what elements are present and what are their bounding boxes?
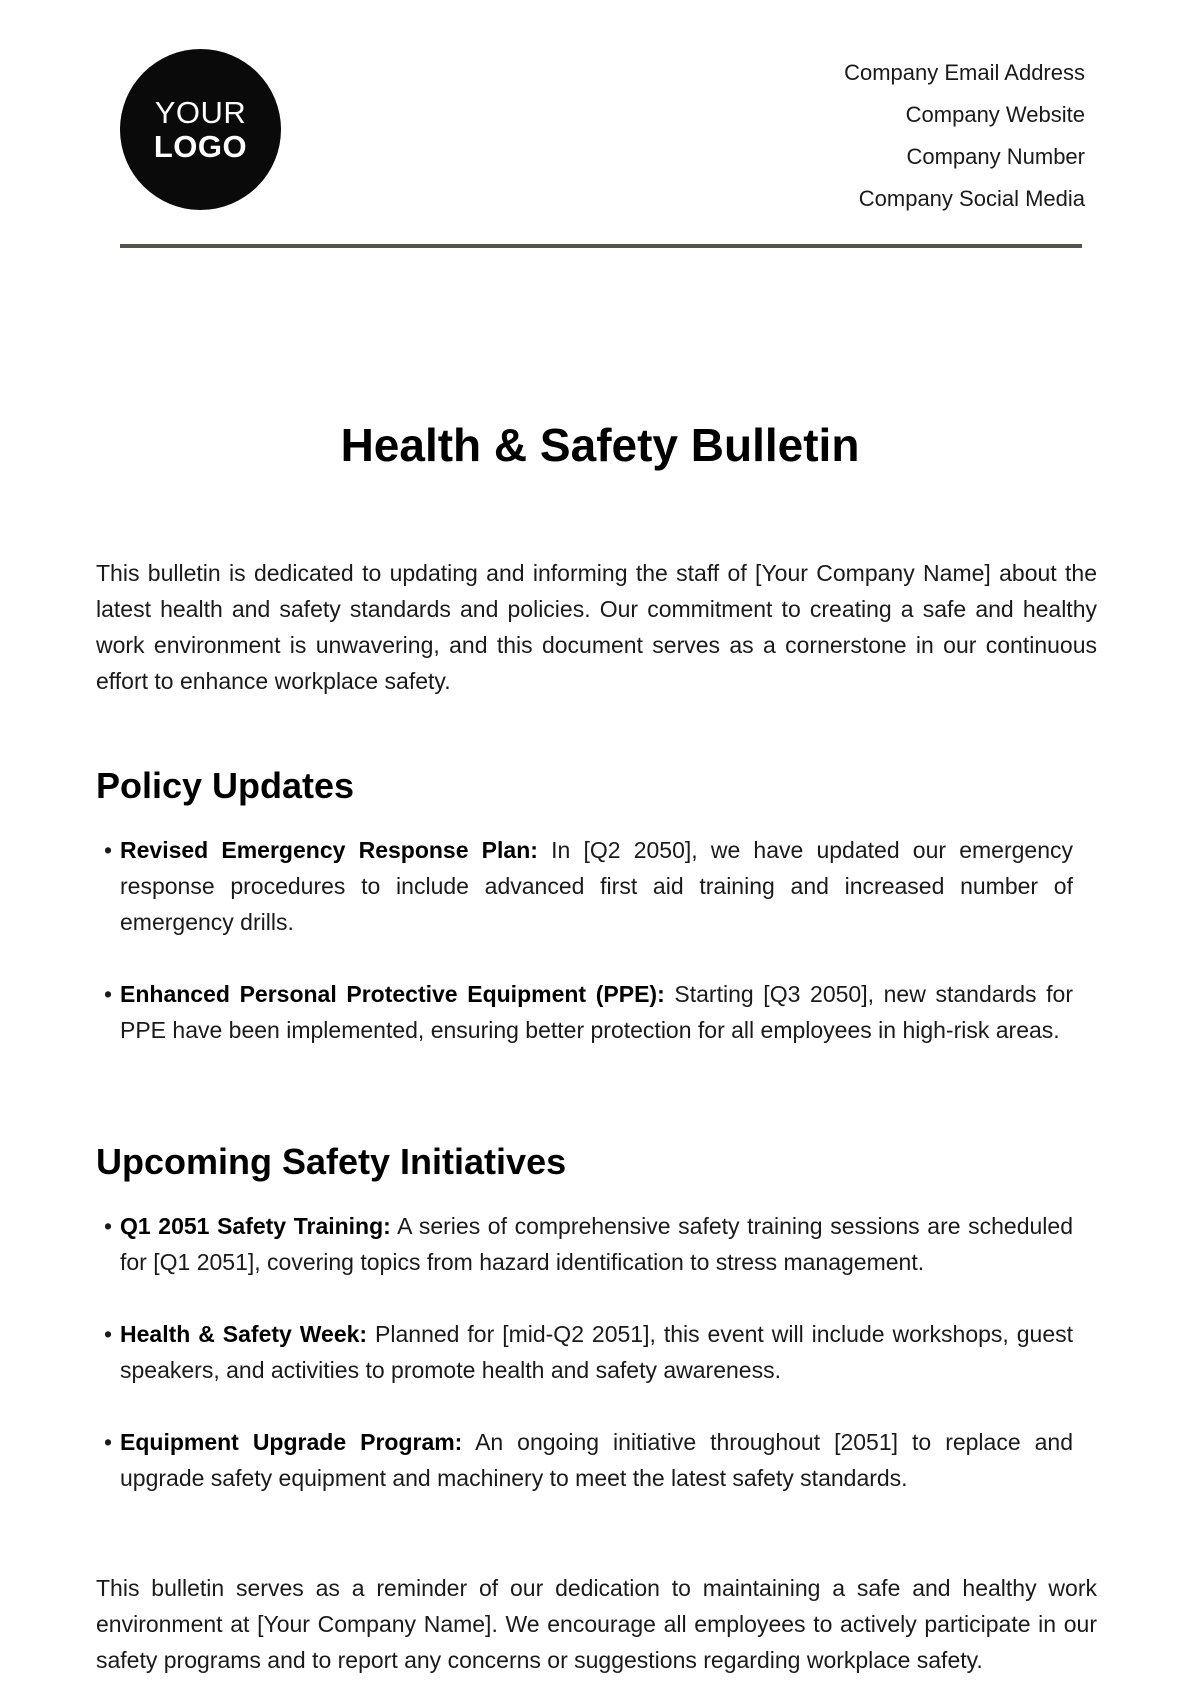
logo-text-line1: YOUR <box>154 95 247 130</box>
intro-paragraph: This bulletin is dedicated to updating and informing the staff of [Your Company Name] about the latest health and safety standards and policies. Our commitment to creating a safe and healthy work environment is unwavering, and this document serves as a cornerstone in our continuous effort to enhance workplace safety. <box>96 560 1097 694</box>
list-item <box>96 1208 1073 1280</box>
logo-text-line2: LOGO <box>153 129 248 164</box>
closing-paragraph: This bulletin serves as a reminder of our dedication to maintaining a safe and healthy work environment at [Your Company Name]. We encourage all employees to actively participate in our safety programs and to report any concerns or suggestions regarding workplace safety. <box>96 1575 1097 1673</box>
bullet-icon: • <box>104 1213 113 1239</box>
list-item-label: Enhanced Personal Protective Equipment (PPE): <box>120 981 665 1007</box>
list-item-text: Planned for [mid-Q2 2051], this event will include workshops, guest speakers, and activities to promote health and safety awareness. <box>120 1321 1074 1383</box>
list-item-label: Health & Safety Week: <box>120 1321 368 1347</box>
list-item-text: An ongoing initiative throughout [2051] to replace and upgrade safety equipment and machinery to meet the latest safety standards. <box>120 1429 1073 1491</box>
document-title: Health & Safety Bulletin <box>340 419 860 471</box>
list-item-text: A series of comprehensive safety training sessions are scheduled for [Q1 2051], covering topics from hazard identification to stress management. <box>120 1213 1073 1275</box>
list-item-text: Starting [Q3 2050], new standards for PPE have been implemented, ensuring better protection for all employees in high-risk areas. <box>120 981 1073 1043</box>
company-email: Company Email Address <box>844 60 1085 85</box>
upcoming-initiatives-heading: Upcoming Safety Initiatives <box>96 1141 567 1182</box>
company-website: Company Website <box>905 102 1085 127</box>
company-logo <box>120 49 281 210</box>
list-item <box>96 1316 1073 1388</box>
list-item-label: Q1 2051 Safety Training: <box>120 1213 391 1239</box>
list-item <box>96 1424 1073 1496</box>
list-item-text: In [Q2 2050], we have updated our emergency response procedures to include advanced first aid training and increased number of emergency drills. <box>120 837 1073 935</box>
company-number: Company Number <box>906 144 1085 169</box>
company-contact-block <box>844 52 1085 220</box>
bullet-icon: • <box>104 1321 113 1347</box>
policy-updates-list <box>96 832 1073 1084</box>
header-divider <box>120 244 1082 248</box>
company-social-media: Company Social Media <box>858 186 1085 211</box>
list-item-label: Revised Emergency Response Plan: <box>120 837 538 863</box>
bullet-icon: • <box>104 1429 113 1455</box>
list-item-label: Equipment Upgrade Program: <box>120 1429 463 1455</box>
upcoming-initiatives-list <box>96 1208 1073 1532</box>
bullet-icon: • <box>104 837 113 863</box>
policy-updates-heading: Policy Updates <box>96 765 355 806</box>
list-item <box>96 832 1073 940</box>
list-item <box>96 976 1073 1048</box>
bullet-icon: • <box>104 981 113 1007</box>
